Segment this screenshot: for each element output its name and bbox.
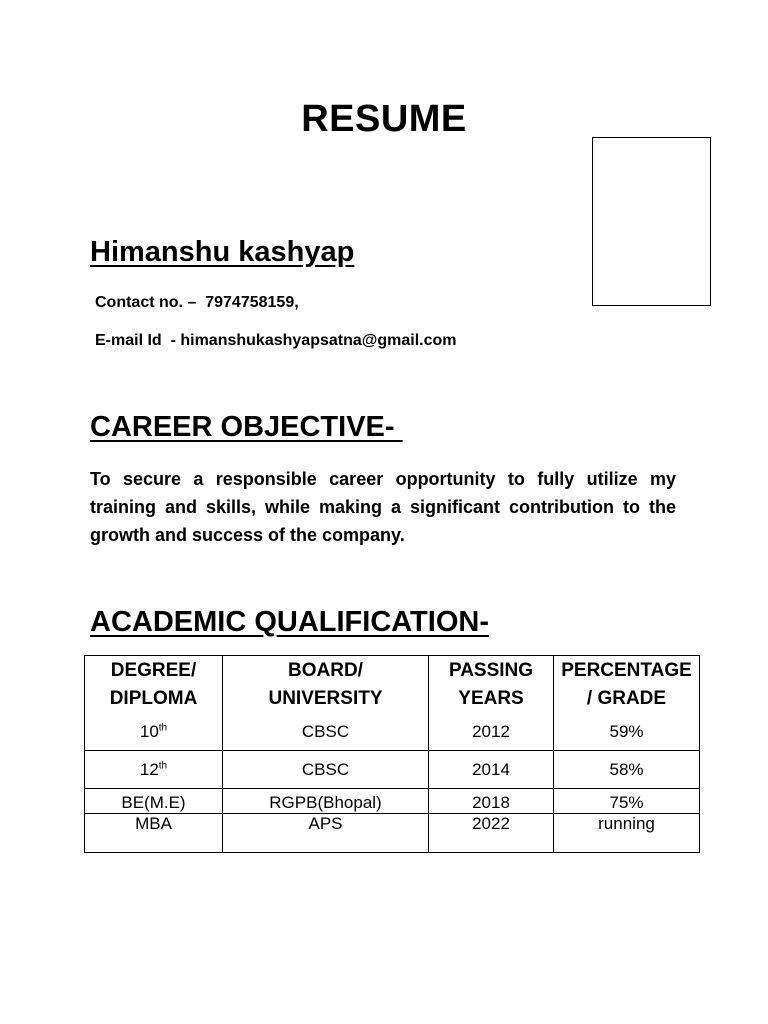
column-header-grade: PERCENTAGE / GRADE: [554, 656, 700, 714]
grade-cell: 58%: [554, 751, 700, 789]
contact-number-line: [95, 294, 299, 312]
year-cell: 2014: [429, 751, 554, 789]
table-row: [85, 789, 700, 814]
photo-placeholder: [592, 137, 711, 306]
career-objective-heading: CAREER OBJECTIVE-: [90, 411, 403, 443]
degree-cell: BE(M.E): [85, 789, 223, 814]
board-cell: CBSC: [223, 713, 429, 751]
grade-cell: running: [554, 814, 700, 853]
grade-cell: 59%: [554, 713, 700, 751]
table-header-row: [85, 656, 700, 714]
degree-cell: 10th: [85, 713, 223, 751]
table-row: [85, 751, 700, 789]
table-row: [85, 814, 700, 853]
table-row: [85, 713, 700, 751]
email-label: E-mail Id: [95, 332, 162, 349]
year-cell: 2018: [429, 789, 554, 814]
career-objective-text: To secure a responsible career opportunity to fully utilize my training and skills, while making a significant contribution to the growth and success of the company.: [90, 469, 676, 545]
candidate-name: Himanshu kashyap: [90, 236, 355, 268]
contact-label: Contact no.: [95, 294, 183, 311]
column-header-degree: DEGREE/ DIPLOMA: [85, 656, 223, 714]
academic-qualification-table: [84, 655, 700, 853]
board-cell: APS: [223, 814, 429, 853]
contact-separator: –: [183, 294, 206, 311]
degree-cell: 12th: [85, 751, 223, 789]
resume-title: RESUME: [301, 98, 467, 140]
academic-qualification-heading: ACADEMIC QUALIFICATION-: [90, 606, 489, 638]
contact-value: 7974758159,: [205, 294, 299, 311]
year-cell: 2012: [429, 713, 554, 751]
column-header-years: PASSING YEARS: [429, 656, 554, 714]
column-header-board: BOARD/ UNIVERSITY: [223, 656, 429, 714]
degree-cell: MBA: [85, 814, 223, 853]
email-line: [95, 332, 457, 350]
year-cell: 2022: [429, 814, 554, 853]
grade-cell: 75%: [554, 789, 700, 814]
email-separator: -: [161, 332, 181, 349]
email-value: himanshukashyapsatna@gmail.com: [180, 332, 457, 349]
board-cell: CBSC: [223, 751, 429, 789]
board-cell: RGPB(Bhopal): [223, 789, 429, 814]
